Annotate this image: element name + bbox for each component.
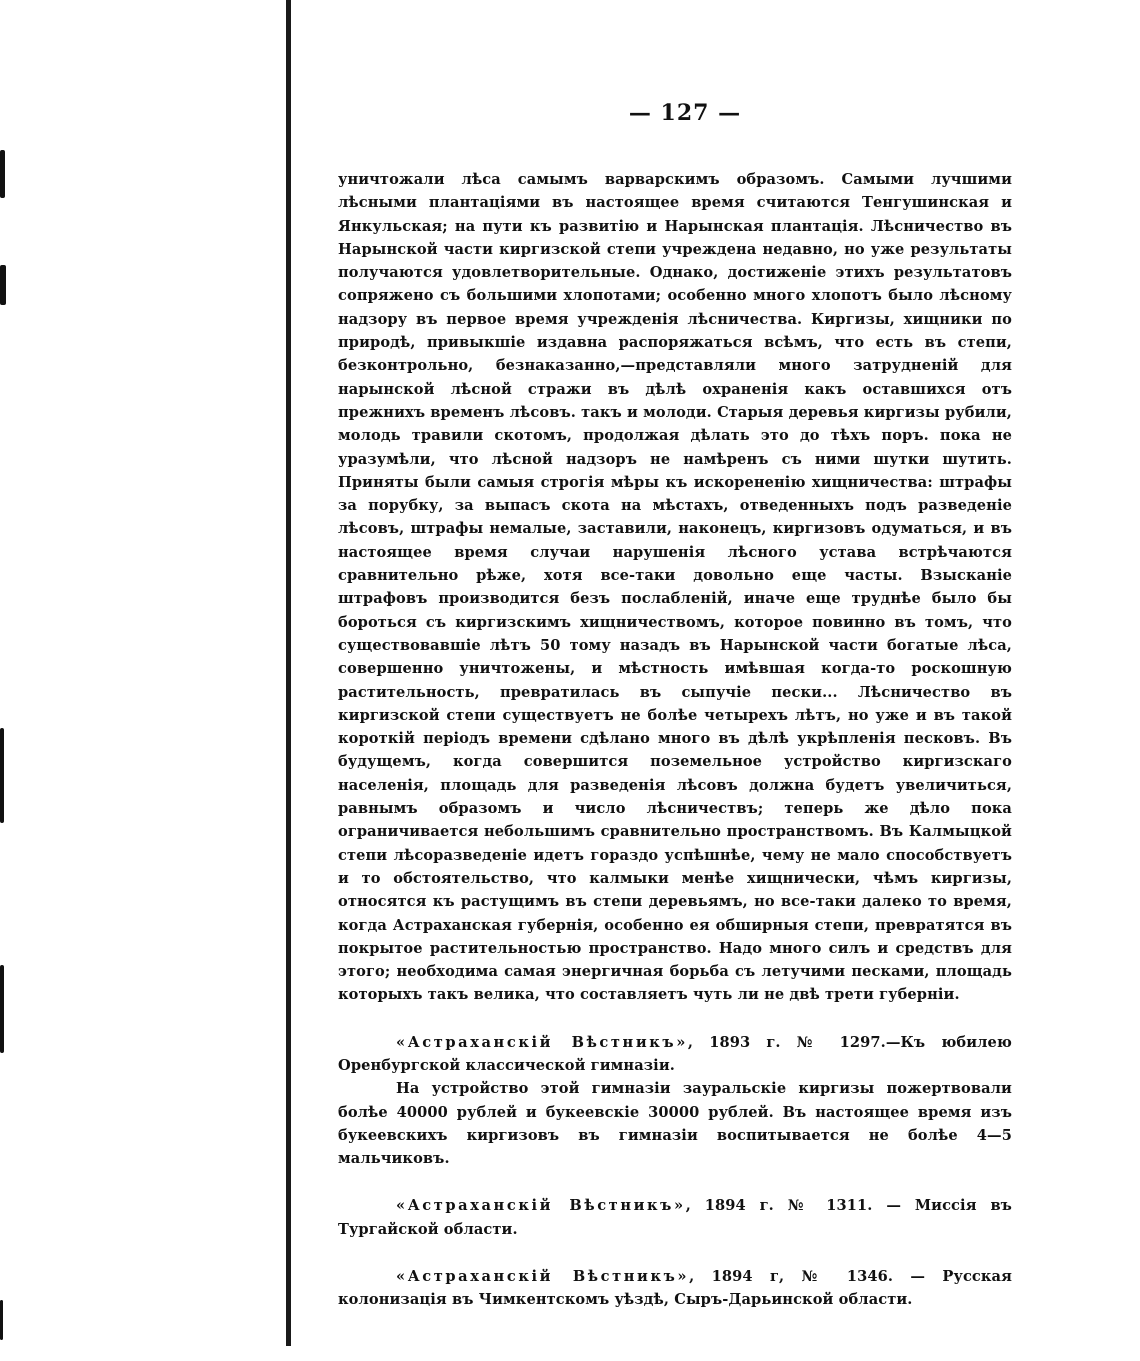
entry-source: «Астраханскій Вѣстникъ» bbox=[396, 1268, 690, 1286]
page-number: — 127 — bbox=[628, 100, 742, 126]
news-entry bbox=[338, 1265, 1012, 1312]
entry-body: На устройство этой гимназіи зауральскіе киргизы пожертвовали болѣе 40000 рублей и букеевскіе 30000 рублей. Въ настоящее время изъ букеевскихъ киргизовъ въ гимназіи воспитывается не болѣе 4—5 мальчиковъ. bbox=[338, 1080, 1012, 1168]
entry-source: «Астраханскій Вѣстникъ» bbox=[396, 1197, 686, 1215]
entry-heading bbox=[338, 1265, 1012, 1312]
main-text bbox=[338, 168, 1012, 1007]
entry-citation: , 1894 г. № 1311. — Миссія въ Тургайской области. bbox=[338, 1197, 1012, 1238]
edge-mark bbox=[0, 1300, 3, 1340]
entry-heading bbox=[338, 1031, 1012, 1078]
edge-mark bbox=[0, 965, 4, 1053]
edge-mark bbox=[0, 728, 4, 823]
entry-source: «Астраханскій Вѣстникъ» bbox=[396, 1033, 688, 1051]
entry-citation: , 1894 г, № 1346. — Русская колонизація въ Чимкентскомъ уѣздѣ, Сыръ-Дарьинской области. bbox=[338, 1268, 1012, 1309]
edge-mark bbox=[0, 150, 5, 198]
news-entry bbox=[338, 1194, 1012, 1241]
entry-heading bbox=[338, 1194, 1012, 1241]
main-paragraph: уничтожали лѣса самымъ варварскимъ образомъ. Самыми лучшими лѣсными плантаціями въ настоящее время считаются Тенгушинская и Янкульская; на пути къ развитію и Нарынская плантація. Лѣсничество въ Нарынской части киргизской степи учреждена недавно, но уже результаты получаются удовлетворительные. Однако, достиженіе этихъ результатовъ сопряжено съ большими хлопотами; особенно много хлопотъ было лѣсному надзору въ первое время учрежденія лѣсничества. Киргизы, хищники по природѣ, привыкшіе издавна распоряжаться всѣмъ, что есть въ степи, безконтрольно, безнаказанно,—представляли много затрудненій для нарынской лѣсной стражи въ дѣлѣ охраненія какъ оставшихся отъ прежнихъ временъ лѣсовъ. такъ и молоди. Старыя деревья киргизы рубили, молодь травили скотомъ, продолжая дѣлать это до тѣхъ поръ. пока не уразумѣли, что лѣсной надзоръ не намѣренъ съ ними шутки шутить. Приняты были самыя строгія мѣры къ искорененію хищничества: штрафы за порубку, за выпасъ скота на мѣстахъ, отведенныхъ подъ разведеніе лѣсовъ, штрафы немалые, заставили, наконецъ, киргизовъ одуматься, и въ настоящее время случаи нарушенія лѣсного устава встрѣчаются сравнительно рѣже, хотя все-таки довольно еще часты. Взысканіе штрафовъ производится безъ послабленій, иначе еще труднѣе было бы бороться съ киргизскимъ хищничествомъ, которое повинно въ томъ, что существовавшіе лѣтъ 50 тому назадъ въ Нарынской части богатые лѣса, совершенно уничтожены, и мѣстность имѣвшая когда-то роскошную растительность, превратилась въ сыпучіе пески... Лѣсничество въ киргизской степи существуетъ не болѣе четырехъ лѣтъ, но уже и въ такой короткій періодъ времени сдѣлано много въ дѣлѣ укрѣпленія песковъ. Въ будущемъ, когда совершится поземельное устройство киргизскаго населенія, площадь для разведенія лѣсовъ должна будетъ увеличиться, равнымъ образомъ и число лѣсничествъ; теперь же дѣло пока ограничивается небольшимъ сравнительно пространствомъ. Въ Калмыцкой степи лѣсоразведеніе идетъ гораздо успѣшнѣе, чему не мало способствуетъ и то обстоятельство, что калмыки менѣе хищнически, чѣмъ киргизы, относятся къ растущимъ въ степи деревьямъ, но все-таки далеко то время, когда Астраханская губернія, особенно ея обширныя степи, превратятся въ покрытое растительностью пространство. Надо много силъ и средствъ для этого; необходима самая энергичная борьба съ летучими песками, площадь которыхъ такъ велика, что составляетъ чуть ли не двѣ трети губерніи. bbox=[338, 171, 1012, 1004]
book-page bbox=[338, 100, 1012, 1312]
news-entry bbox=[338, 1031, 1012, 1171]
binding-line bbox=[286, 0, 291, 1346]
edge-mark bbox=[0, 265, 6, 305]
entry-citation: , 1893 г. № 1297.—Къ юбилею Оренбургской классической гимназіи. bbox=[338, 1033, 1012, 1074]
left-margin bbox=[0, 0, 285, 1361]
